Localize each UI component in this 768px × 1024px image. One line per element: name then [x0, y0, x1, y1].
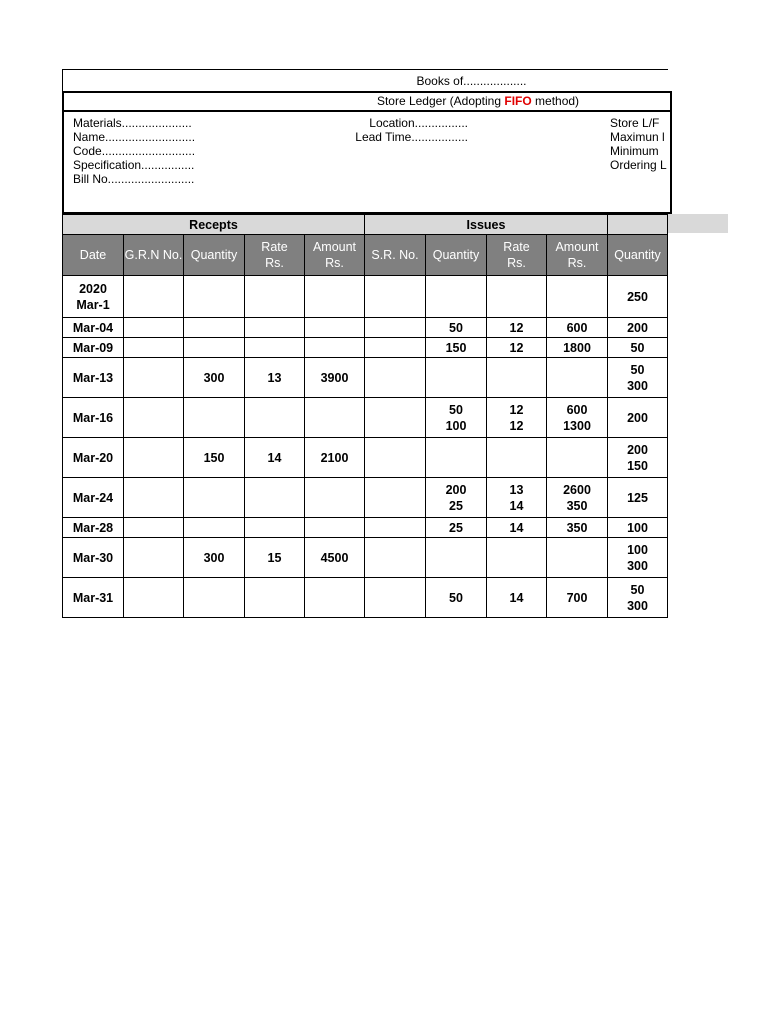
- cell-grn-no: [124, 318, 184, 338]
- cell-date: Mar-30: [63, 538, 124, 578]
- cell-issue-amount: [547, 438, 608, 478]
- field-location: Location................: [369, 116, 468, 130]
- cell-sr-no: [365, 318, 426, 338]
- field-name: Name...........................: [73, 130, 196, 144]
- cell-grn-no: [124, 438, 184, 478]
- cell-grn-no: [124, 538, 184, 578]
- cell-issue-quantity: [426, 438, 487, 478]
- cell-issue-amount: [547, 276, 608, 318]
- cell-sr-no: [365, 518, 426, 538]
- table-row: [63, 338, 668, 358]
- field-materials: Materials.....................: [73, 116, 192, 130]
- cell-grn-no: [124, 338, 184, 358]
- cell-issue-rate: [487, 538, 547, 578]
- cell-receipt-quantity: [184, 478, 245, 518]
- cell-issue-quantity: 50: [426, 578, 487, 618]
- cell-receipt-rate: [245, 276, 305, 318]
- cell-date: Mar-24: [63, 478, 124, 518]
- column-header-receipt-rate: Rate Rs.: [245, 235, 305, 276]
- cell-receipt-amount: [305, 478, 365, 518]
- cell-issue-rate: 14: [487, 578, 547, 618]
- column-header-row: [63, 235, 668, 276]
- cell-date: 2020 Mar-1: [63, 276, 124, 318]
- cell-issue-quantity: 200 25: [426, 478, 487, 518]
- cell-receipt-quantity: [184, 338, 245, 358]
- table-row: [63, 578, 668, 618]
- cell-issue-rate: [487, 438, 547, 478]
- cell-receipt-quantity: [184, 276, 245, 318]
- cell-receipt-quantity: [184, 518, 245, 538]
- cell-receipt-quantity: 300: [184, 538, 245, 578]
- cell-issue-rate: 12 12: [487, 398, 547, 438]
- cell-receipt-amount: [305, 578, 365, 618]
- cell-sr-no: [365, 358, 426, 398]
- column-header-issue-rate: Rate Rs.: [487, 235, 547, 276]
- cell-issue-amount: 600 1300: [547, 398, 608, 438]
- cell-receipt-amount: [305, 318, 365, 338]
- cell-balance-quantity: 100: [608, 518, 668, 538]
- cell-receipt-rate: 15: [245, 538, 305, 578]
- cell-receipt-quantity: [184, 318, 245, 338]
- field-store-lf: Store L/F: [610, 116, 660, 130]
- column-header-receipt-quantity: Quantity: [184, 235, 245, 276]
- cell-issue-quantity: [426, 538, 487, 578]
- cell-receipt-amount: 4500: [305, 538, 365, 578]
- cell-issue-rate: [487, 276, 547, 318]
- receipts-group-header: Recepts: [63, 215, 365, 235]
- cell-receipt-quantity: 150: [184, 438, 245, 478]
- column-header-date: Date: [63, 235, 124, 276]
- material-fields: [73, 116, 195, 186]
- cell-date: Mar-20: [63, 438, 124, 478]
- cell-issue-amount: [547, 538, 608, 578]
- cell-receipt-amount: [305, 276, 365, 318]
- cell-sr-no: [365, 438, 426, 478]
- table-row: [63, 538, 668, 578]
- column-header-sr-no: S.R. No.: [365, 235, 426, 276]
- cell-balance-quantity: 50 300: [608, 578, 668, 618]
- table-row: [63, 518, 668, 538]
- cell-date: Mar-13: [63, 358, 124, 398]
- cell-receipt-rate: [245, 318, 305, 338]
- cell-grn-no: [124, 276, 184, 318]
- cell-date: Mar-09: [63, 338, 124, 358]
- cell-receipt-amount: [305, 518, 365, 538]
- balance-header-band: [668, 214, 728, 233]
- field-minimum-level: Minimum: [610, 144, 659, 158]
- field-specification: Specification................: [73, 158, 195, 172]
- column-header-grn-no: G.R.N No.: [124, 235, 184, 276]
- cell-receipt-rate: 14: [245, 438, 305, 478]
- cell-receipt-rate: [245, 478, 305, 518]
- cell-grn-no: [124, 478, 184, 518]
- cell-grn-no: [124, 578, 184, 618]
- cell-receipt-rate: 13: [245, 358, 305, 398]
- cell-balance-quantity: 200: [608, 398, 668, 438]
- cell-issue-quantity: 25: [426, 518, 487, 538]
- cell-issue-rate: 13 14: [487, 478, 547, 518]
- cell-sr-no: [365, 538, 426, 578]
- ledger-table: [62, 214, 668, 618]
- field-ordering-level: Ordering L: [610, 158, 667, 172]
- cell-receipt-rate: [245, 338, 305, 358]
- cell-sr-no: [365, 578, 426, 618]
- table-row: [63, 438, 668, 478]
- table-row: [63, 478, 668, 518]
- issues-group-header: Issues: [365, 215, 608, 235]
- cell-balance-quantity: 200: [608, 318, 668, 338]
- cell-issue-rate: 14: [487, 518, 547, 538]
- cell-issue-rate: [487, 358, 547, 398]
- cell-grn-no: [124, 358, 184, 398]
- ledger-title-prefix: Store Ledger (Adopting: [376, 94, 505, 108]
- cell-issue-amount: 600: [547, 318, 608, 338]
- books-of-title: Books of...................: [62, 69, 668, 91]
- cell-receipt-quantity: [184, 578, 245, 618]
- location-fields: [346, 116, 468, 144]
- field-maximum-level: Maximun l: [610, 130, 665, 144]
- column-header-receipt-amount: Amount Rs.: [305, 235, 365, 276]
- cell-issue-amount: 700: [547, 578, 608, 618]
- cell-issue-amount: 1800: [547, 338, 608, 358]
- cell-grn-no: [124, 398, 184, 438]
- cell-date: Mar-04: [63, 318, 124, 338]
- column-header-issue-quantity: Quantity: [426, 235, 487, 276]
- cell-issue-amount: [547, 358, 608, 398]
- table-row: [63, 398, 668, 438]
- cell-balance-quantity: 200 150: [608, 438, 668, 478]
- cell-date: Mar-28: [63, 518, 124, 538]
- cell-receipt-quantity: [184, 398, 245, 438]
- table-row: [63, 276, 668, 318]
- cell-balance-quantity: 100 300: [608, 538, 668, 578]
- cell-sr-no: [365, 478, 426, 518]
- table-row: [63, 318, 668, 338]
- cell-grn-no: [124, 518, 184, 538]
- cell-sr-no: [365, 398, 426, 438]
- cell-sr-no: [365, 338, 426, 358]
- cell-balance-quantity: 125: [608, 478, 668, 518]
- cell-receipt-amount: 2100: [305, 438, 365, 478]
- cell-issue-quantity: [426, 276, 487, 318]
- cell-issue-rate: 12: [487, 318, 547, 338]
- cell-sr-no: [365, 276, 426, 318]
- cell-issue-quantity: 150: [426, 338, 487, 358]
- column-header-issue-amount: Amount Rs.: [547, 235, 608, 276]
- cell-balance-quantity: 50 300: [608, 358, 668, 398]
- cell-issue-quantity: 50: [426, 318, 487, 338]
- field-lead-time: Lead Time.................: [355, 130, 468, 144]
- ledger-body: [63, 276, 668, 618]
- balance-group-header: [608, 215, 668, 235]
- ledger-title-suffix: method): [531, 94, 580, 108]
- cell-issue-amount: 2600 350: [547, 478, 608, 518]
- field-code: Code............................: [73, 144, 196, 158]
- ledger-info-box: [62, 91, 672, 214]
- cell-issue-quantity: 50 100: [426, 398, 487, 438]
- cell-receipt-amount: [305, 338, 365, 358]
- cell-receipt-rate: [245, 518, 305, 538]
- cell-balance-quantity: 50: [608, 338, 668, 358]
- cell-receipt-quantity: 300: [184, 358, 245, 398]
- cell-issue-rate: 12: [487, 338, 547, 358]
- cell-receipt-amount: 3900: [305, 358, 365, 398]
- table-row: [63, 358, 668, 398]
- field-bill-no: Bill No..........................: [73, 172, 195, 186]
- cell-receipt-amount: [305, 398, 365, 438]
- cell-date: Mar-16: [63, 398, 124, 438]
- ledger-method: FIFO: [504, 94, 532, 108]
- ledger-title: [64, 93, 670, 112]
- cell-receipt-rate: [245, 578, 305, 618]
- column-header-balance-quantity: Quantity: [608, 235, 668, 276]
- stock-level-fields: [610, 116, 670, 172]
- cell-issue-amount: 350: [547, 518, 608, 538]
- cell-issue-quantity: [426, 358, 487, 398]
- cell-date: Mar-31: [63, 578, 124, 618]
- cell-balance-quantity: 250: [608, 276, 668, 318]
- cell-receipt-rate: [245, 398, 305, 438]
